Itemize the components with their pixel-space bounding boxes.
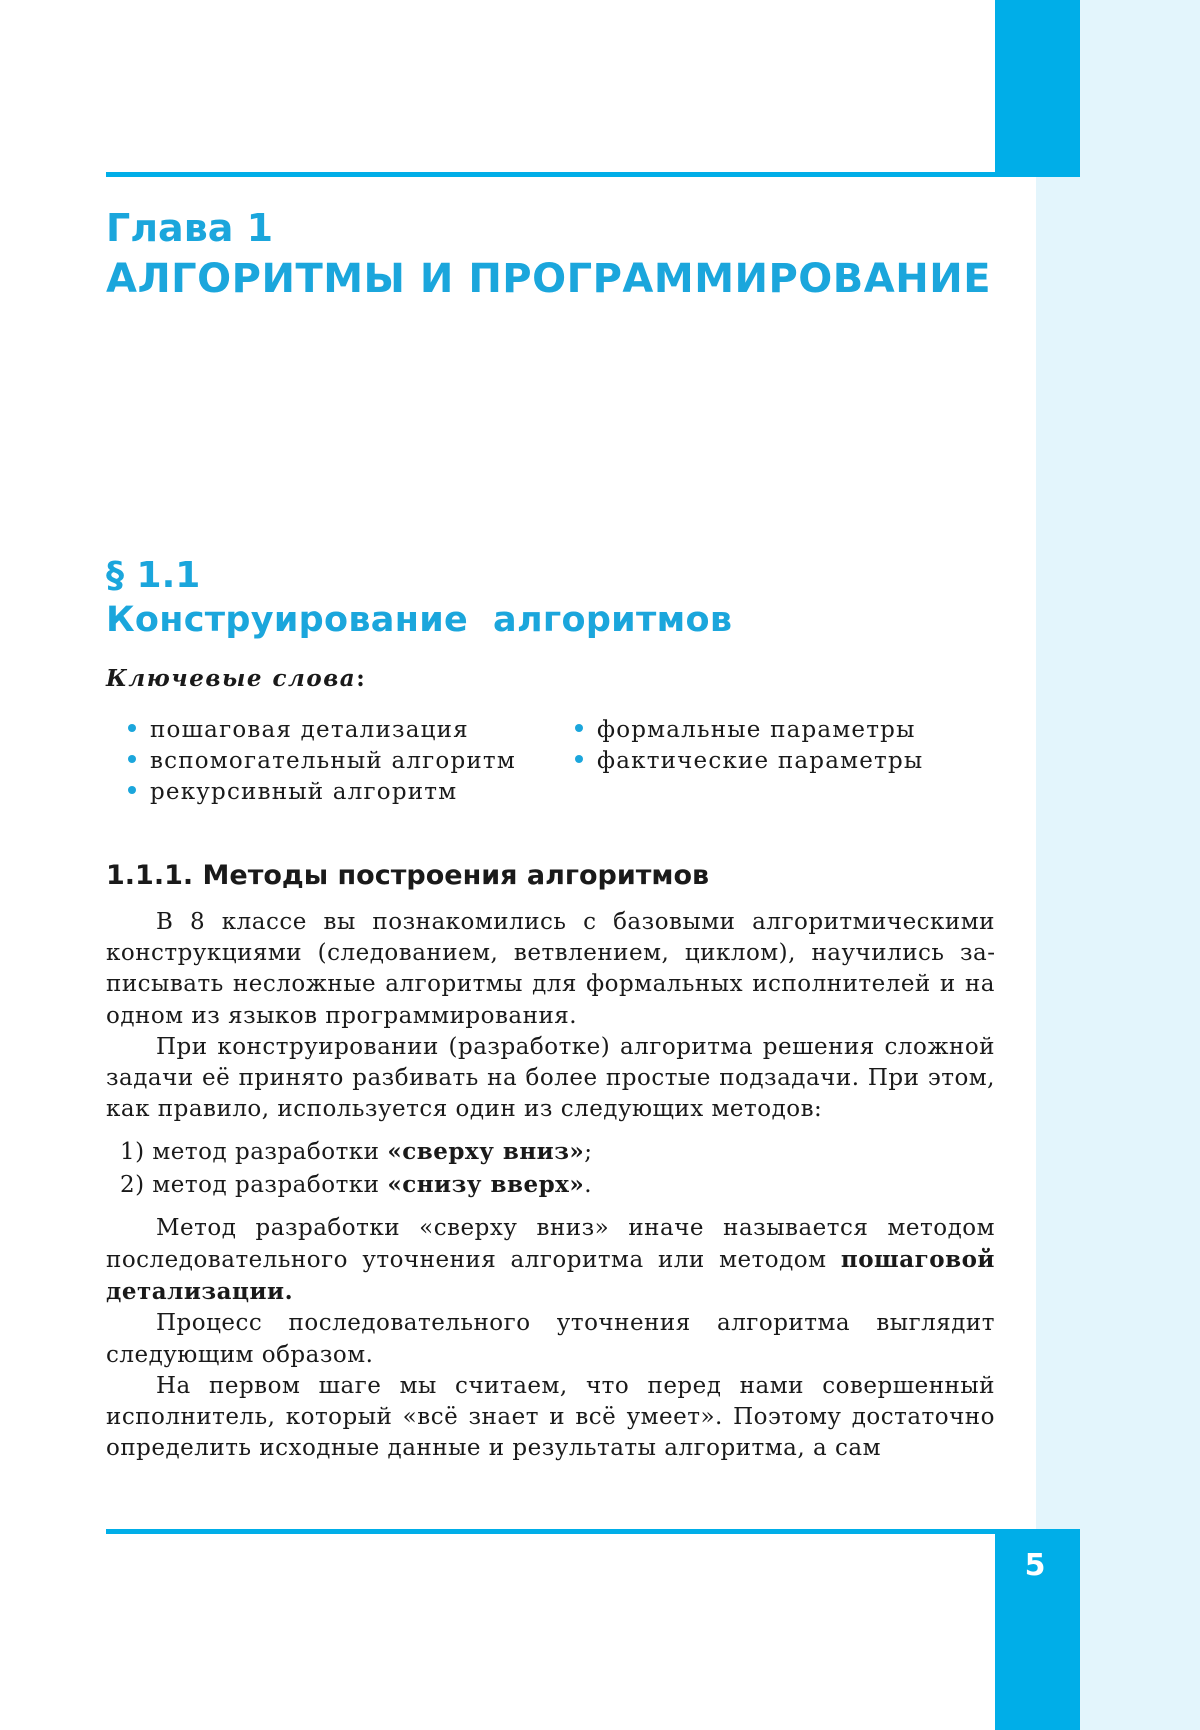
chapter-label: Глава 1 xyxy=(106,206,274,250)
keyword-item xyxy=(575,746,923,777)
bottom-rule xyxy=(106,1529,1080,1534)
bullet-icon xyxy=(575,755,583,763)
keywords-label-text: Ключевые слова xyxy=(106,665,357,692)
chapter-title: АЛГОРИТМЫ И ПРОГРАММИРОВАНИЕ xyxy=(106,256,992,302)
method-text: метод разработки xyxy=(152,1171,388,1198)
subsection-title: 1.1.1. Методы построения алгоритмов xyxy=(106,860,710,891)
top-rule xyxy=(106,172,1080,177)
method-punct: . xyxy=(584,1171,593,1198)
body-text xyxy=(106,907,995,1464)
bullet-icon xyxy=(575,724,583,732)
method-item xyxy=(106,1136,995,1168)
keyword-text: пошаговая детализация xyxy=(150,717,469,743)
paragraph-3-text: Метод разработки «сверху вниз» иначе называется методом последовательного уточнения алгоритма или методом xyxy=(106,1214,995,1274)
method-text: метод разработки xyxy=(152,1139,388,1166)
keyword-text: фактические параметры xyxy=(597,748,924,774)
keywords-colon: : xyxy=(356,665,367,692)
term-bold: пошаговой детализации xyxy=(106,1246,995,1306)
section-title: Конструирование алгоритмов xyxy=(106,600,733,640)
keyword-item xyxy=(128,746,516,777)
paragraph-2: При конструировании (разработке) алгоритма решения сложной задачи её принято разбивать на более простые подзадачи. При этом, как правило, используется один из следующих методов: xyxy=(106,1033,995,1123)
keywords-label xyxy=(106,665,366,692)
bullet-icon xyxy=(128,755,136,763)
paragraph-3 xyxy=(106,1213,995,1309)
paragraph-3-end: . xyxy=(284,1278,294,1306)
keyword-item xyxy=(128,777,516,808)
bullet-icon xyxy=(128,724,136,732)
keywords-list-left xyxy=(128,715,516,808)
keyword-item xyxy=(575,715,923,746)
keywords-list-right xyxy=(575,715,923,777)
method-item xyxy=(106,1169,995,1201)
method-name: «снизу вверх» xyxy=(387,1170,585,1198)
method-name: «сверху вниз» xyxy=(387,1138,585,1166)
methods-list xyxy=(106,1136,995,1200)
method-number: 1) xyxy=(120,1139,145,1166)
keyword-text: рекурсивный алгоритм xyxy=(150,779,458,805)
keyword-text: формальные параметры xyxy=(597,717,916,743)
keyword-item xyxy=(128,715,516,746)
method-number: 2) xyxy=(120,1171,145,1198)
side-strip xyxy=(1036,0,1200,1730)
paragraph-4: Процесс последовательного уточнения алгоритма выглядит следующим образом. xyxy=(106,1310,995,1368)
page-number: 5 xyxy=(1024,1548,1046,1583)
section-number: § 1.1 xyxy=(106,555,201,596)
bullet-icon xyxy=(128,786,136,794)
paragraph-1: В 8 классе вы познакомились с базовыми алгоритмическими конструкциями (следованием, ветвлением, циклом), научились записывать несложные алгоритмы для формальных исполнителей и на одном из языков программирования. xyxy=(106,909,995,1029)
top-tab xyxy=(995,0,1080,176)
paragraph-5: На первом шаге мы считаем, что перед нами совершенный исполнитель, который «всё знает и всё умеет». Поэтому достаточно определить исходные данные и результаты алгоритма, а сам xyxy=(106,1372,995,1462)
keyword-text: вспомогательный алгоритм xyxy=(150,748,516,774)
method-punct: ; xyxy=(584,1139,593,1166)
